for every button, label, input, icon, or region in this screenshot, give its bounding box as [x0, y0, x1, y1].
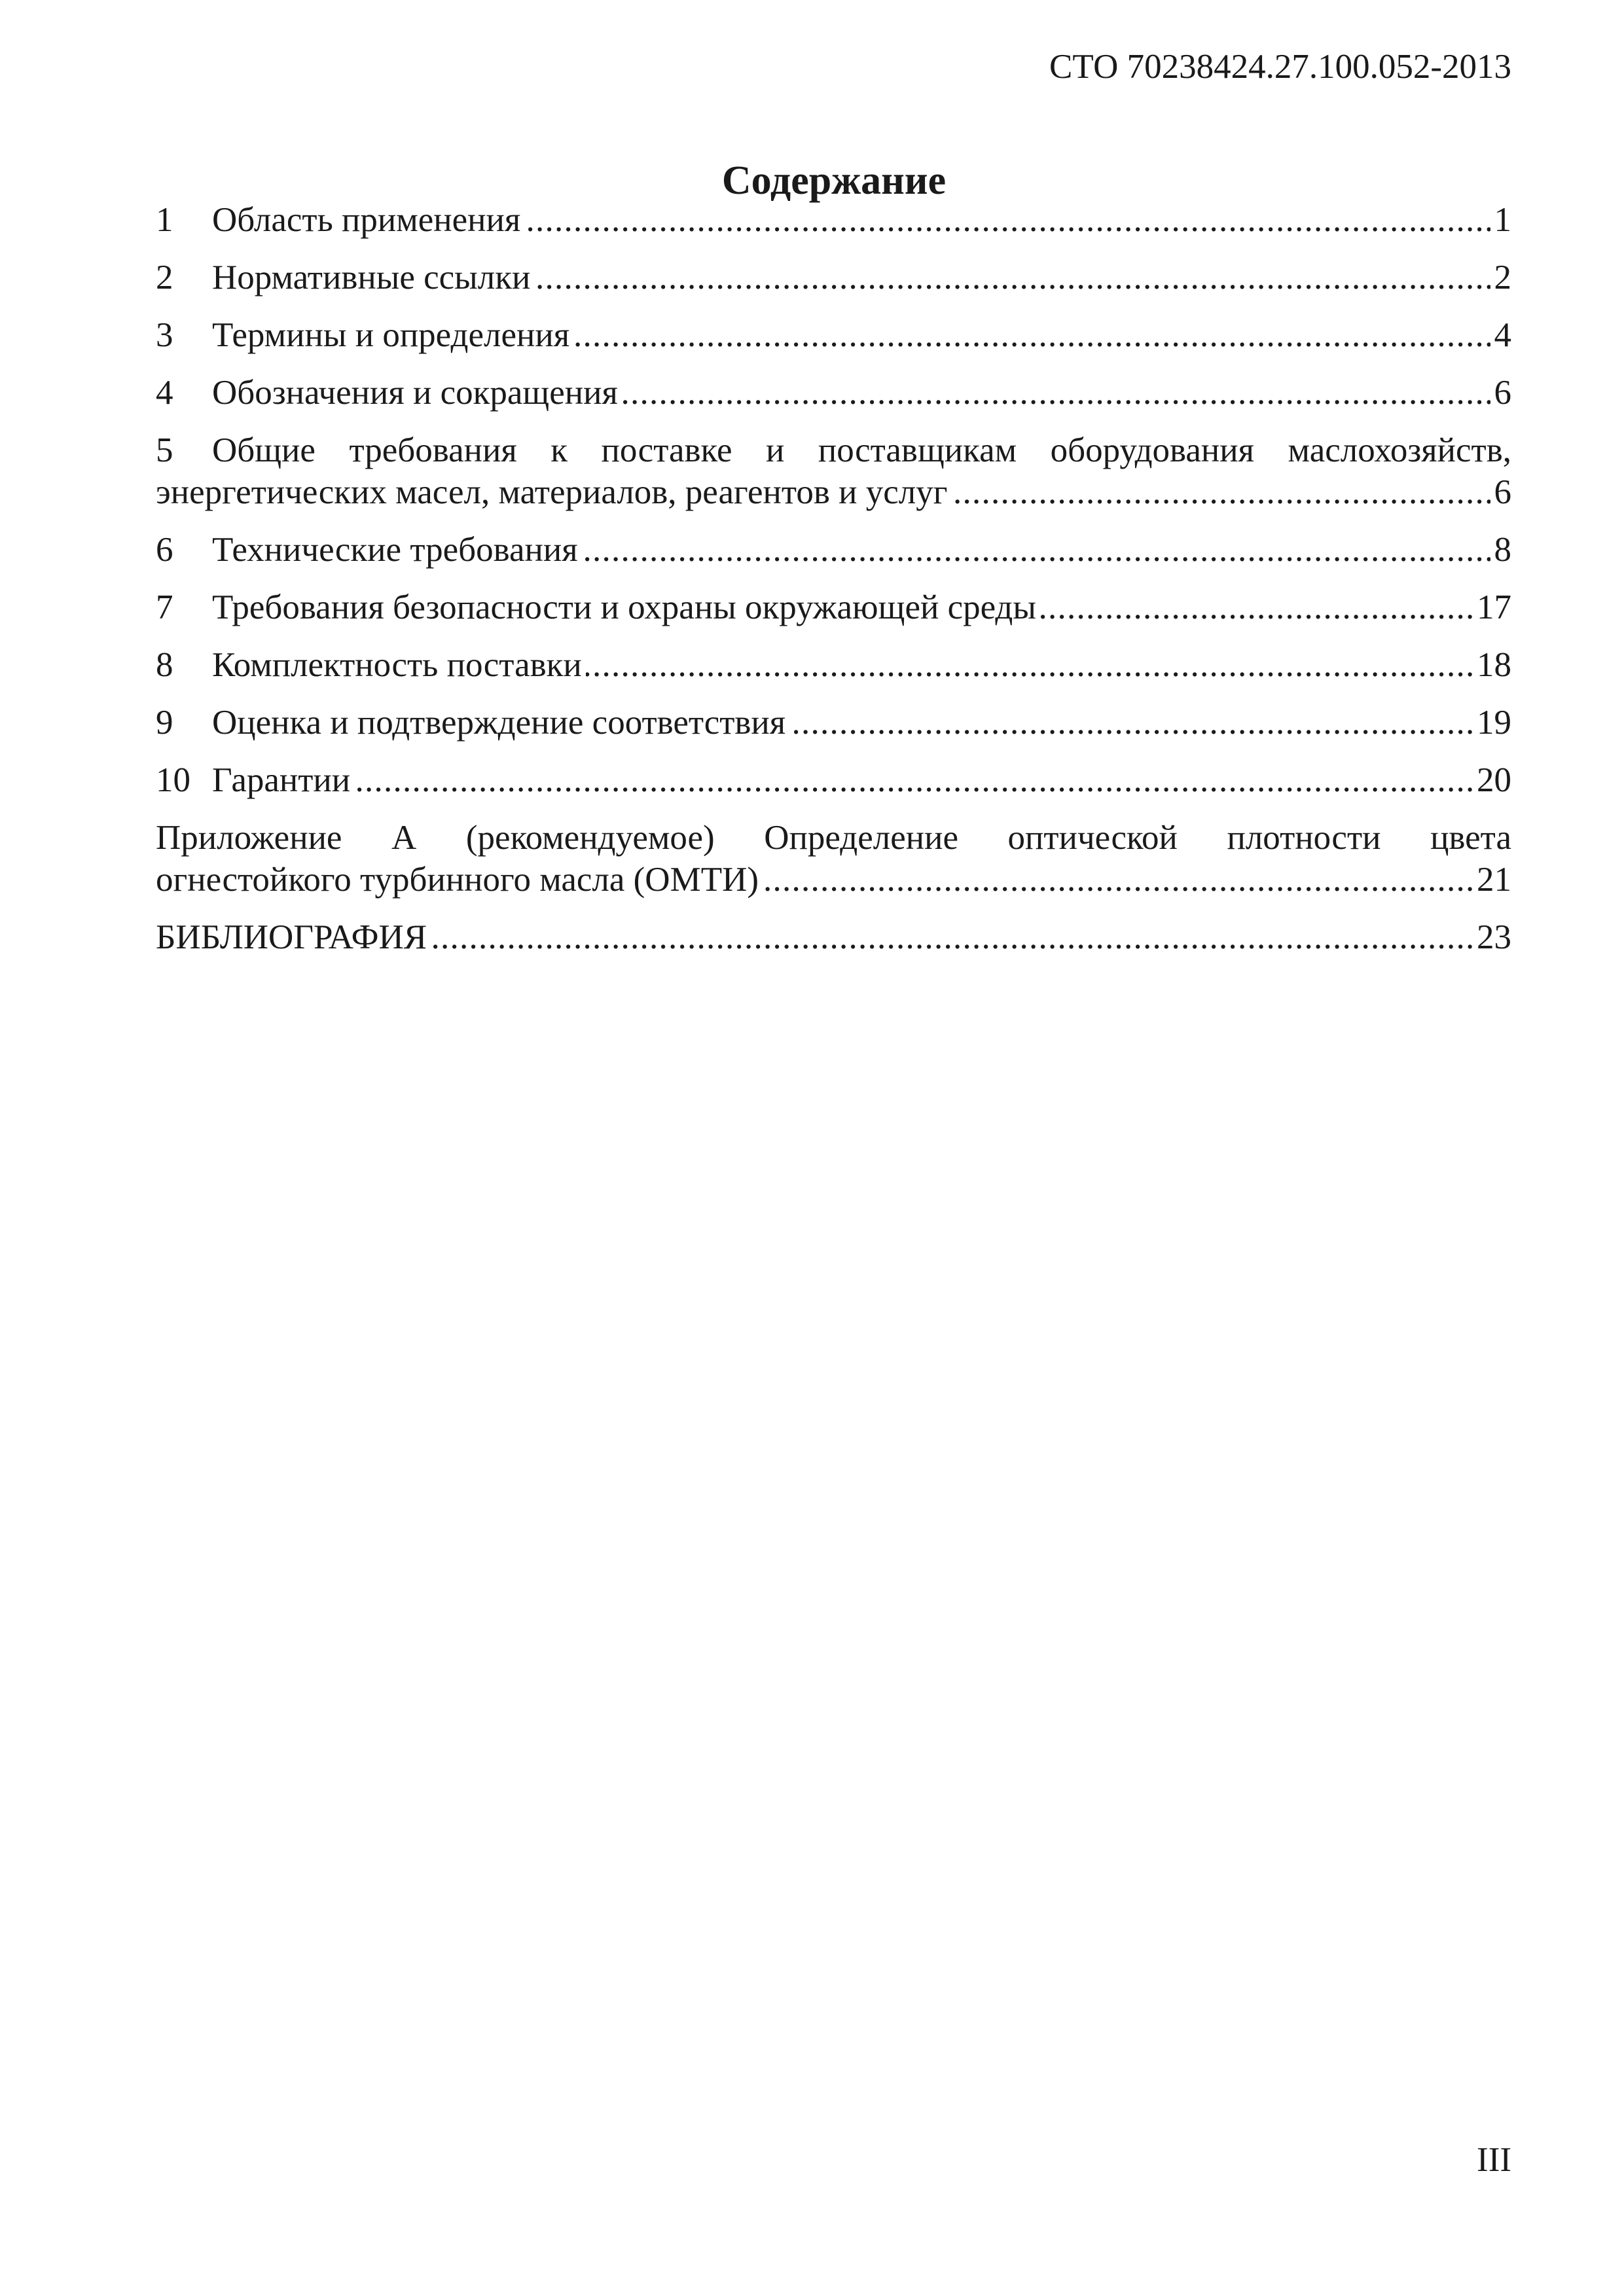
table-of-contents — [156, 199, 1511, 974]
toc-entry-9[interactable] — [156, 702, 1511, 744]
toc-entry-title-wrap — [156, 586, 1040, 628]
toc-entry-page: 1 — [1490, 199, 1512, 241]
toc-entry-title-wrap — [156, 257, 534, 298]
toc-entry-7[interactable] — [156, 586, 1511, 628]
toc-entry-page: 19 — [1473, 702, 1511, 744]
toc-entry-title-line2: энергетических масел, материалов, реагентов и услуг — [156, 471, 951, 513]
toc-entry-page: 20 — [1473, 759, 1511, 801]
toc-entry-appendix-a[interactable] — [156, 817, 1511, 901]
toc-entry-page: 23 — [1473, 916, 1511, 958]
toc-entry-title: Комплектность поставки — [212, 646, 582, 684]
toc-entry-number: 4 — [156, 374, 173, 412]
toc-entry-5[interactable] — [156, 429, 1511, 513]
toc-entry-page: 6 — [1490, 471, 1512, 513]
toc-entry-title: Технические требования — [212, 531, 578, 569]
toc-entry-title: Область применения — [212, 201, 521, 239]
toc-entry-title: Нормативные ссылки — [212, 259, 531, 296]
toc-entry-bibliography[interactable] — [156, 916, 1511, 958]
toc-entry-title: Гарантии — [212, 761, 351, 799]
toc-entry-page: 17 — [1473, 586, 1511, 628]
toc-entry-title: Термины и определения — [212, 316, 570, 354]
toc-entry-page: 2 — [1490, 257, 1512, 298]
toc-entry-title-line2: огнестойкого турбинного масла (ОМТИ) — [156, 859, 763, 901]
toc-entry-title: Обозначения и сокращения — [212, 374, 618, 412]
toc-entry-number: 9 — [156, 704, 173, 742]
toc-entry-page: 6 — [1490, 372, 1512, 414]
toc-entry-number: 6 — [156, 531, 173, 569]
toc-entry-title-line1: Приложение А (рекомендуемое) Определение оптической плотности цвета — [156, 819, 1511, 857]
toc-entry-title-wrap — [156, 372, 622, 414]
toc-entry-number: 8 — [156, 646, 173, 684]
toc-entry-4[interactable] — [156, 372, 1511, 414]
toc-entry-number: 5 — [156, 431, 173, 469]
document-code: СТО 70238424.27.100.052-2013 — [1049, 48, 1511, 86]
toc-entry-number: 7 — [156, 588, 173, 626]
toc-entry-title-wrap — [156, 759, 354, 801]
toc-heading: Содержание — [721, 158, 947, 203]
toc-entry-number: 3 — [156, 316, 173, 354]
toc-entry-title-wrap — [156, 644, 586, 686]
toc-entry-10[interactable] — [156, 759, 1511, 801]
toc-entry-number: 2 — [156, 259, 173, 296]
toc-entry-title-wrap — [156, 529, 582, 571]
toc-entry-page: 4 — [1490, 314, 1512, 356]
toc-entry-page: 18 — [1473, 644, 1511, 686]
toc-entry-title: Оценка и подтверждение соответствия — [212, 704, 786, 742]
toc-entry-title-wrap — [156, 314, 573, 356]
toc-entry-number: 10 — [156, 761, 190, 799]
toc-entry-title-wrap — [156, 702, 789, 744]
toc-entry-8[interactable] — [156, 644, 1511, 686]
toc-entry-page: 21 — [1473, 859, 1511, 901]
toc-entry-2[interactable] — [156, 257, 1511, 298]
toc-entry-6[interactable] — [156, 529, 1511, 571]
toc-entry-page: 8 — [1490, 529, 1512, 571]
toc-entry-title: БИБЛИОГРАФИЯ — [156, 916, 431, 958]
toc-entry-title-wrap — [156, 199, 524, 241]
toc-entry-number: 1 — [156, 201, 173, 239]
toc-entry-3[interactable] — [156, 314, 1511, 356]
toc-entry-title: Требования безопасности и охраны окружающей среды — [212, 588, 1037, 626]
toc-entry-title-line1: Общие требования к поставке и поставщикам оборудования маслохозяйств, — [212, 431, 1511, 469]
toc-entry-title-line1-wrap — [156, 429, 1511, 471]
page-number: III — [1477, 2141, 1511, 2179]
toc-entry-1[interactable] — [156, 199, 1511, 241]
